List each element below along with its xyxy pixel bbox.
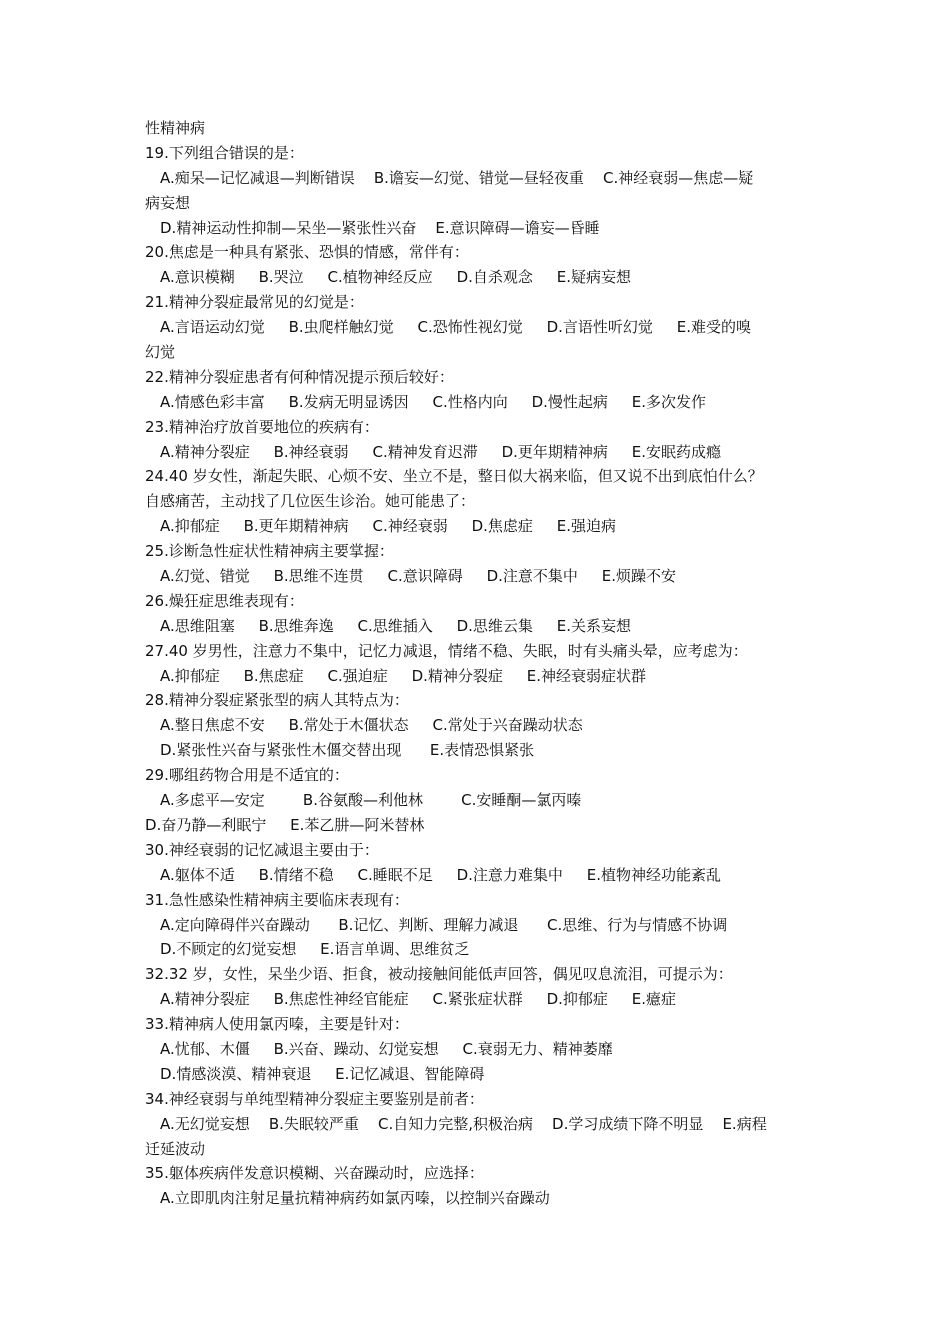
answer-options-line: A.多虑平—安定 B.谷氨酸—利他林 C.安睡酮—氯丙嗪 xyxy=(160,791,582,810)
answer-options-line: D.精神运动性抑制—呆坐—紧张性兴奋 E.意识障碍—谵妄—昏睡 xyxy=(160,218,600,237)
question-stem-line: 23.精神治疗放首要地位的疾病有： xyxy=(145,417,379,436)
question-stem-line: 21.精神分裂症最常见的幻觉是： xyxy=(145,293,364,312)
question-stem-line: 22.精神分裂症患者有何种情况提示预后较好： xyxy=(145,367,454,386)
answer-options-line: A.立即肌肉注射足量抗精神病药如氯丙嗪，以控制兴奋躁动 xyxy=(160,1189,550,1208)
answer-options-line: A.意识模糊 B.哭泣 C.植物神经反应 D.自杀观念 E.疑病妄想 xyxy=(160,268,631,287)
answer-options-line: A.痴呆—记忆减退—判断错误 B.谵妄—幻觉、错觉—昼轻夜重 C.神经衰弱—焦虑—疑 xyxy=(160,168,754,187)
question-stem-line: 35.躯体疾病伴发意识模糊、兴奋躁动时，应选择： xyxy=(145,1164,484,1183)
question-stem-line: 29.哪组药物合用是不适宜的： xyxy=(145,766,349,785)
answer-options-line: A.幻觉、错觉 B.思维不连贯 C.意识障碍 D.注意不集中 E.烦躁不安 xyxy=(160,567,676,586)
continuation-line: 自感痛苦，主动找了几位医生诊治。她可能患了： xyxy=(145,492,476,511)
answer-options-line: A.精神分裂症 B.神经衰弱 C.精神发育迟滞 D.更年期精神病 E.安眠药成瘾 xyxy=(160,442,721,461)
question-stem-line: 25.诊断急性症状性精神病主要掌握： xyxy=(145,542,394,561)
continuation-line: 幻觉 xyxy=(145,343,176,362)
answer-options-line: A.定向障碍伴兴奋躁动 B.记忆、判断、理解力减退 C.思维、行为与情感不协调 xyxy=(160,915,728,934)
question-stem-line: 27.40 岁男性，注意力不集中，记忆力减退，情绪不稳、失眠，时有头痛头晕，应考虑为： xyxy=(145,641,748,660)
answer-options-line: D.情感淡漠、精神衰退 E.记忆减退、智能障碍 xyxy=(160,1064,485,1083)
question-stem-line: 30.神经衰弱的记忆减退主要由于： xyxy=(145,840,379,859)
question-stem-line: 19.下列组合错误的是： xyxy=(145,143,304,162)
answer-options-line: A.情感色彩丰富 B.发病无明显诱因 C.性格内向 D.慢性起病 E.多次发作 xyxy=(160,392,706,411)
answer-options-line: A.忧郁、木僵 B.兴奋、躁动、幻觉妄想 C.衰弱无力、精神萎靡 xyxy=(160,1039,613,1058)
answer-options-line: A.整日焦虑不安 B.常处于木僵状态 C.常处于兴奋躁动状态 xyxy=(160,716,583,735)
question-stem-line: 34.神经衰弱与单纯型精神分裂症主要鉴别是前者： xyxy=(145,1089,484,1108)
question-stem-line: 32.32 岁，女性，呆坐少语、拒食，被动接触间能低声回答，偶见叹息流泪，可提示为： xyxy=(145,965,733,984)
answer-options-line: A.精神分裂症 B.焦虑性神经官能症 C.紧张症状群 D.抑郁症 E.癔症 xyxy=(160,990,676,1009)
question-stem-line: 24.40 岁女性，渐起失眠、心烦不安、坐立不是，整日似大祸来临，但又说不出到底怕什么？ xyxy=(145,467,763,486)
continuation-line: 迁延波动 xyxy=(145,1139,206,1158)
continuation-line: 性精神病 xyxy=(145,119,206,137)
answer-options-line: A.无幻觉妄想 B.失眠较严重 C.自知力完整,积极治病 D.学习成绩下降不明显 E.病程 xyxy=(160,1114,767,1133)
answer-options-line: A.言语运动幻觉 B.虫爬样触幻觉 C.恐怖性视幻觉 D.言语性听幻觉 E.难受的嗅 xyxy=(160,318,751,337)
question-list xyxy=(145,116,810,1211)
answer-options-line: A.抑郁症 B.焦虑症 C.强迫症 D.精神分裂症 E.神经衰弱症状群 xyxy=(160,666,646,685)
continuation-line: D.奋乃静—利眠宁 E.苯乙肼—阿米替林 xyxy=(145,815,425,834)
question-stem-line: 20.焦虑是一种具有紧张、恐惧的情感，常伴有： xyxy=(145,243,469,262)
answer-options-line: A.抑郁症 B.更年期精神病 C.神经衰弱 D.焦虑症 E.强迫病 xyxy=(160,517,616,536)
question-stem-line: 28.精神分裂症紧张型的病人其特点为： xyxy=(145,691,409,710)
continuation-line: 病妄想 xyxy=(145,193,191,212)
answer-options-line: D.不顾定的幻觉妄想 E.语言单调、思维贫乏 xyxy=(160,940,470,959)
question-stem-line: 26.燥狂症思维表现有： xyxy=(145,591,304,610)
answer-options-line: D.紧张性兴奋与紧张性木僵交替出现 E.表情恐惧紧张 xyxy=(160,741,535,760)
answer-options-line: A.思维阻塞 B.思维奔逸 C.思维插入 D.思维云集 E.关系妄想 xyxy=(160,616,631,635)
question-stem-line: 33.精神病人使用氯丙嗪，主要是针对： xyxy=(145,1015,409,1034)
question-stem-line: 31.急性感染性精神病主要临床表现有： xyxy=(145,890,409,909)
answer-options-line: A.躯体不适 B.情绪不稳 C.睡眠不足 D.注意力难集中 E.植物神经功能紊乱 xyxy=(160,865,721,884)
